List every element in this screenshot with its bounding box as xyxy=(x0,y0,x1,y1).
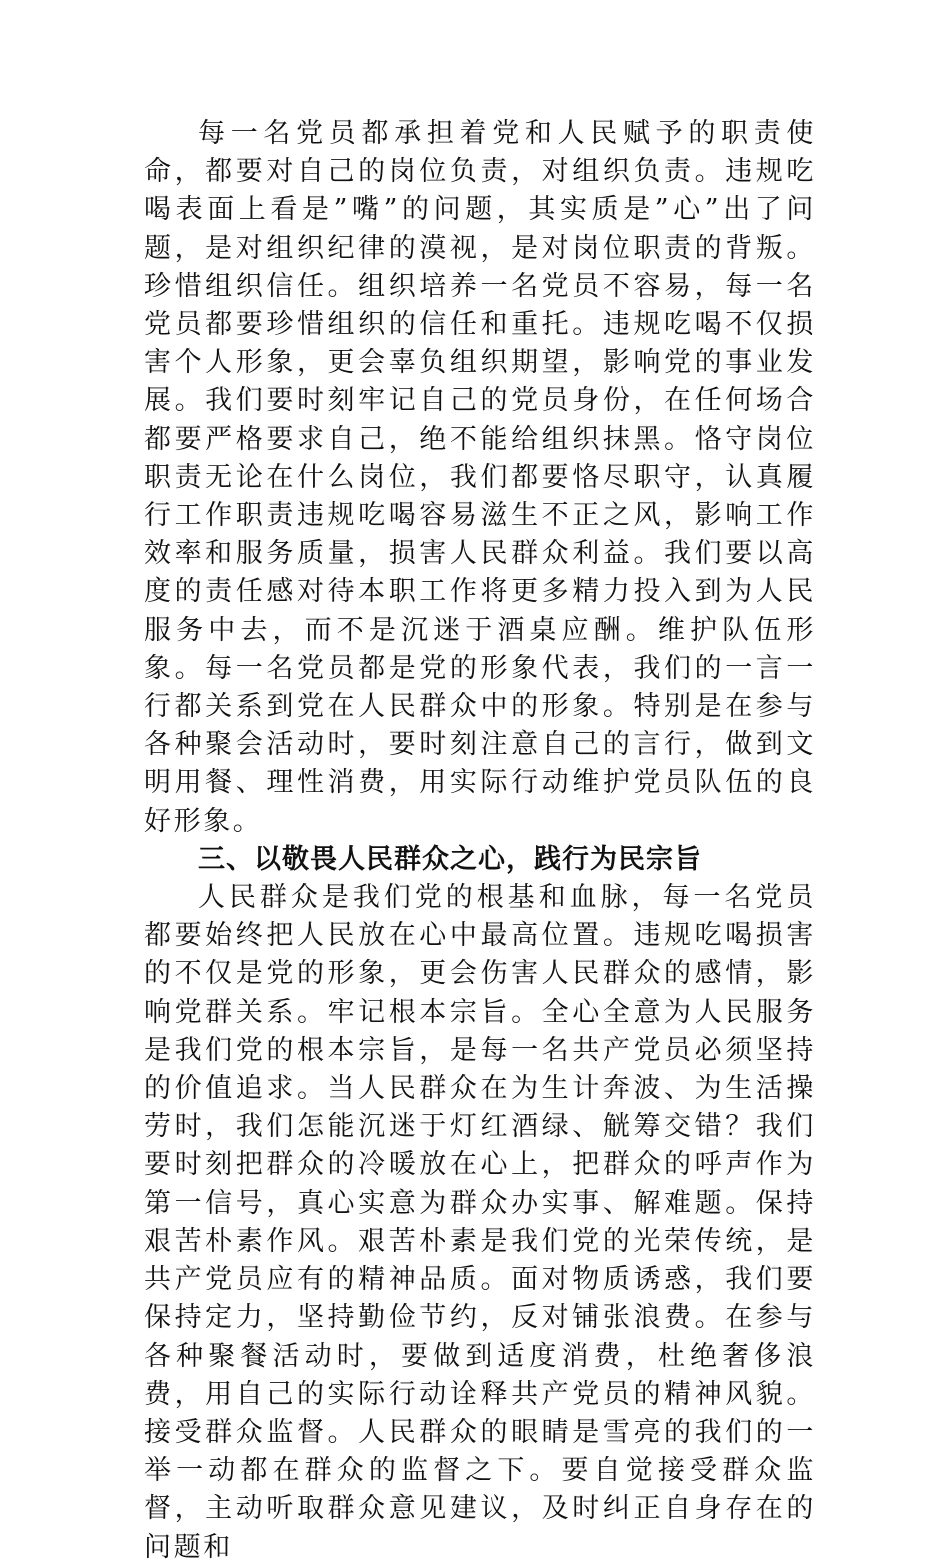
paragraph-serve-people: 人民群众是我们党的根基和血脉，每一名党员都要始终把人民放在心中最高位置。违规吃喝损害的不仅是党的形象，更会伤害人民群众的感情，影响党群关系。牢记根本宗旨。全心全意为人民服务是我们党的根本宗旨，是每一名共产党员必须坚持的价值追求。当人民群众在为生计奔波、为生活操劳时，我们怎能沉迷于灯红酒绿、觥筹交错？我们要时刻把群众的冷暖放在心上，把群众的呼声作为第一信号，真心实意为群众办实事、解难题。保持艰苦朴素作风。艰苦朴素是我们党的光荣传统，是共产党员应有的精神品质。面对物质诱惑，我们要保持定力，坚持勤俭节约，反对铺张浪费。在参与各种聚餐活动时，要做到适度消费，杜绝奢侈浪费，用自己的实际行动诠释共产党员的精神风貌。接受群众监督。人民群众的眼睛是雪亮的我们的一举一动都在群众的监督之下。要自觉接受群众监督，主动听取群众意见建议，及时纠正自身存在的问题和 xyxy=(144,882,816,1563)
document-body xyxy=(144,115,816,1567)
section-heading-3: 三、以敬畏人民群众之心，践行为民宗旨 xyxy=(198,843,702,875)
paragraph-duty-responsibility: 每一名党员都承担着党和人民赋予的职责使命，都要对自己的岗位负责，对组织负责。违规吃喝表面上看是”嘴”的问题，其实质是”心”出了问题，是对组织纪律的漠视，是对岗位职责的背叛。珍惜组织信任。组织培养一名党员不容易，每一名党员都要珍惜组织的信任和重托。违规吃喝不仅损害个人形象，更会辜负组织期望，影响党的事业发展。我们要时刻牢记自己的党员身份，在任何场合都要严格要求自己，绝不能给组织抹黑。恪守岗位职责无论在什么岗位，我们都要恪尽职守，认真履行工作职责违规吃喝容易滋生不正之风，影响工作效率和服务质量，损害人民群众利益。我们要以高度的责任感对待本职工作将更多精力投入到为人民服务中去，而不是沉迷于酒桌应酬。维护队伍形象。每一名党员都是党的形象代表，我们的一言一行都关系到党在人民群众中的形象。特别是在参与各种聚会活动时，要时刻注意自己的言行，做到文明用餐、理性消费，用实际行动维护党员队伍的良好形象。 xyxy=(144,118,816,837)
